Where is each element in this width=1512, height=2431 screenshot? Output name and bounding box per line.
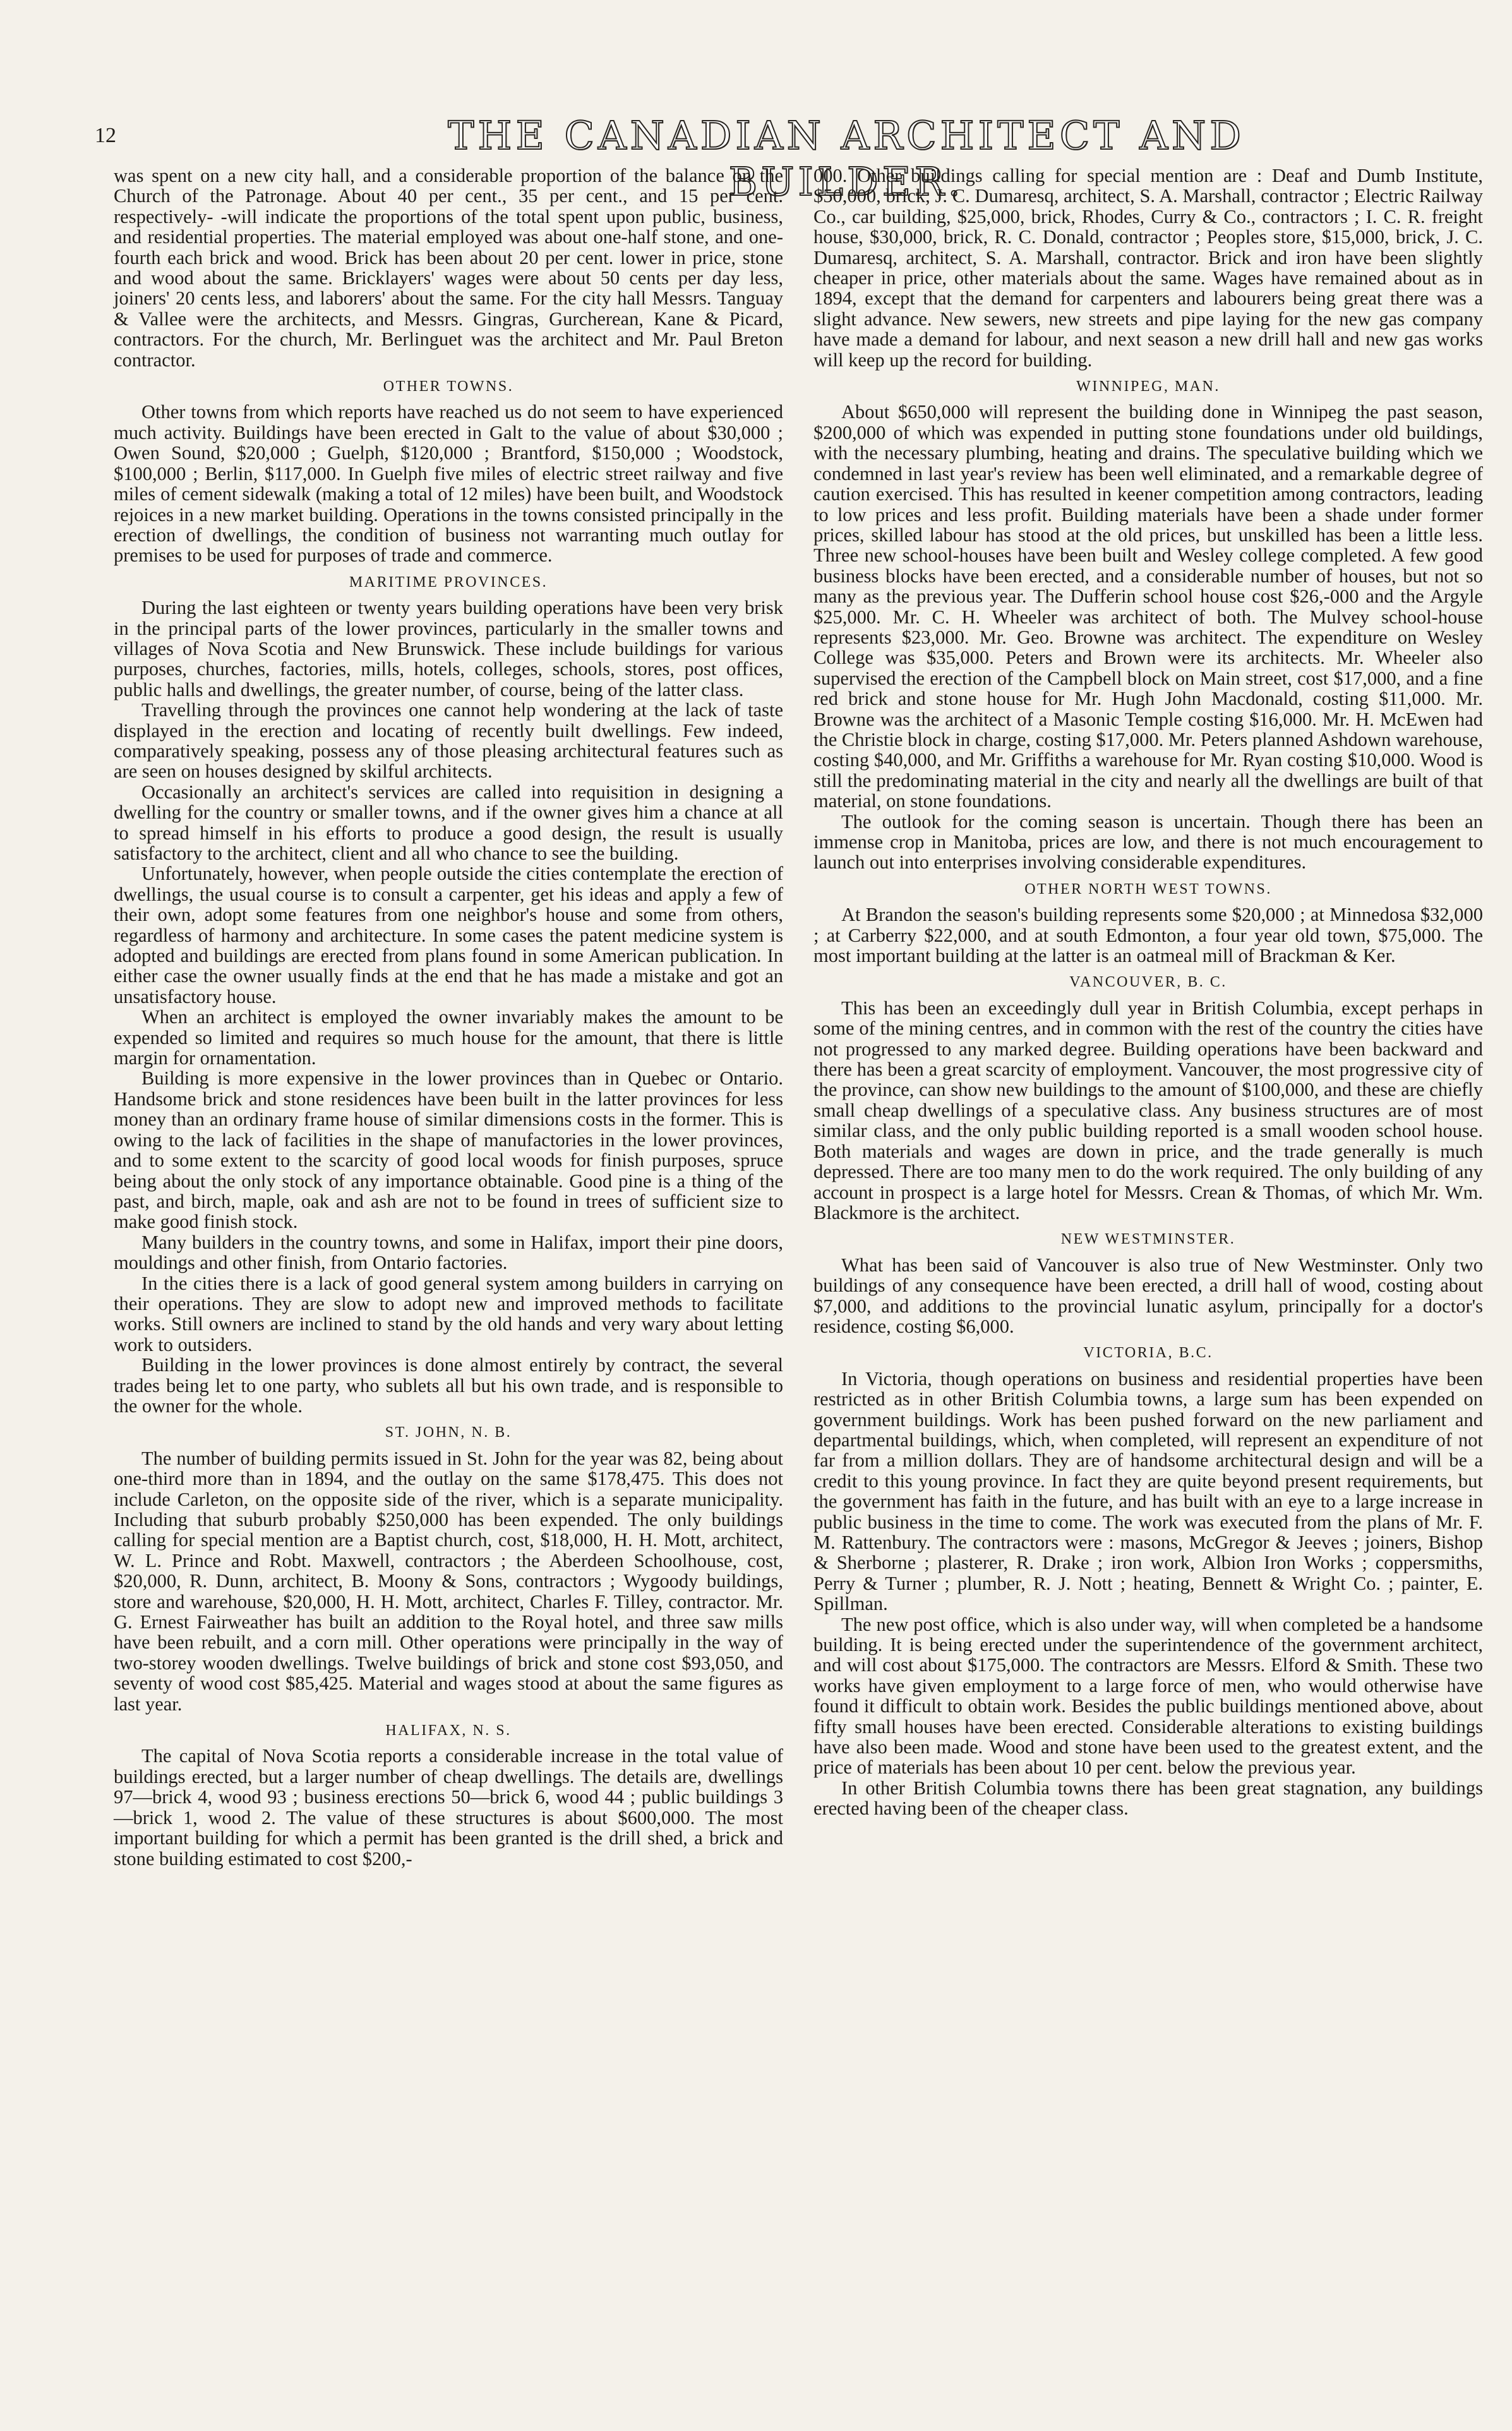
paragraph: The outlook for the coming season is uncertain. Though there has been an immense crop in Manitoba, prices are low, and there is not much encouragement to launch out into enterprises involving considerable expenditures. [813, 810, 1483, 873]
section-heading: OTHER NORTH WEST TOWNS. [1024, 880, 1272, 897]
section-heading: VANCOUVER, B. C. [1069, 974, 1227, 991]
paragraph: What has been said of Vancouver is also true of New Westminster. Only two buildings of any consequence have been erected, a drill hall of wood, costing about $7,000, and additions to the provincial lunatic asylum, principally for a doctor's residence, costing $6,000. [813, 1254, 1483, 1337]
paragraph: When an architect is employed the owner invariably makes the amount to be expended so limited and requires so much house for the amount, that there is little margin for ornamentation. [114, 1006, 783, 1069]
paragraph: Many builders in the country towns, and some in Halifax, import their pine doors, mouldings and other finish, from Ontario factories. [114, 1231, 783, 1274]
paragraph: Travelling through the provinces one cannot help wondering at the lack of taste displayed in the erection and locating of recently built dwellings. Few indeed, comparatively speaking, possess any of those pleasing architectural features such as are seen on houses designed by skilful architects. [114, 699, 783, 783]
section-heading: ST. JOHN, N. B. [385, 1424, 512, 1441]
paragraph: Occasionally an architect's services are called into requisition in designing a dwelling for the country or smaller towns, and if the owner gives him a chance at all to spread himself in his efforts to produce a good design, the result is usually satisfactory to the architect, client and all who chance to see the building. [114, 781, 783, 864]
section-heading: VICTORIA, B.C. [1083, 1345, 1213, 1362]
section-heading: HALIFAX, N. S. [385, 1722, 512, 1739]
page-header [88, 112, 1491, 205]
running-title: THE CANADIAN ARCHITECT AND BUILDER. [448, 112, 1245, 205]
paragraph: Unfortunately, however, when people outside the cities contemplate the erection of dwellings, the usual course is to consult a carpenter, get his ideas and apply a few of their own, adopt some features from one neighbor's house and some from others, regardless of harmony and architecture. In some cases the patent medicine system is adopted and buildings are erected from plans found in some American publication. In either case the owner usually finds at the end that he has made a mistake and got an unsatisfactory house. [114, 863, 783, 1007]
paragraph: At Brandon the season's building represents some $20,000 ; at Minnedosa $32,000 ; at Carberry $22,000, and at south Edmonton, a four year old town, $75,000. The most important building at the latter is an oatmeal mill of Brackman & Ker. [813, 904, 1483, 967]
paragraph: This has been an exceedingly dull year in British Columbia, except perhaps in some of the mining centres, and in common with the rest of the country the cities have not progressed to any marked degree. Building operations have been backward and there has been a great scarcity of employment. Vancouver, the most progressive city of the province, can show new buildings to the amount of $100,000, and these are chiefly small cheap dwellings of a speculative class. Any business structures are of most similar class, and the only public building reported is a small wooden school house. Both materials and wages are down in price, and the trade generally is much depressed. There are too many men to do the work required. The only building of any account in prospect is a large hotel for Messrs. Crean & Thomas, of which Mr. Wm. Blackmore is the architect. [813, 997, 1483, 1223]
section-heading: OTHER TOWNS. [383, 378, 514, 395]
paragraph: 000. Other buildings calling for special mention are : Deaf and Dumb Institute, $50,000, brick, J. C. Dumaresq, architect, S. A. Marshall, contractor ; Electric Railway Co., car building, $25,000, brick, Rhodes, Curry & Co., contractors ; I. C. R. freight house, $30,000, brick, R. C. Donald, contractor ; Peoples store, $15,000, brick, J. C. Dumaresq, architect, S. A. Marshall, contractor. Brick and iron have been slightly cheaper in price, other materials about the same. Wages have remained about as in 1894, except that the demand for carpenters and labourers being great there was a slight advance. New sewers, new streets and pipe laying for the new gas company have made a demand for labour, and next season a new drill hall and new gas works will keep up the record for building. [813, 165, 1483, 371]
paragraph: Building in the lower provinces is done almost entirely by contract, the several trades being let to one party, who sublets all but his own trade, and is responsible to the owner for the whole. [114, 1354, 783, 1417]
paragraph: The capital of Nova Scotia reports a considerable increase in the total value of buildings erected, but a larger number of cheap dwellings. The details are, dwellings 97—brick 4, wood 93 ; business erections 50—brick 6, wood 44 ; public buildings 3—brick 1, wood 2. The value of these structures is about $600,000. The most important building for which a permit has been granted is the drill shed, a brick and stone building estimated to cost $200,- [114, 1745, 783, 1870]
paragraph: During the last eighteen or twenty years building operations have been very brisk in the principal parts of the lower provinces, particularly in the smaller towns and villages of Nova Scotia and New Brunswick. These include buildings for various purposes, churches, factories, mills, hotels, colleges, schools, stores, post offices, public halls and dwellings, the greater number, of course, being of the latter class. [114, 597, 783, 700]
paragraph: About $650,000 will represent the building done in Winnipeg the past season, $200,000 of which was expended in putting stone foundations under old buildings, with the necessary plumbing, heating and drains. The speculative building which we condemned in last year's review has been well eliminated, and a remarkable degree of caution exercised. This has resulted in keener competition among contractors, leading to low prices and less profit. Building materials have been a shade under former prices, skilled labour has stood at the old prices, but unskilled has been a little less. Three new school-houses have been built and Wesley college completed. A few good business blocks have been erected, and a considerable number of houses, but not so many as the previous year. The Dufferin school house cost $26,-000 and the Argyle $25,000. Mr. C. H. Wheeler was architect of both. The Mulvey school-house represents $23,000. Mr. Geo. Browne was architect. The expenditure on Wesley College was $35,000. Peters and Brown were its architects. Mr. Wheeler also supervised the erection of the Campbell block on Main street, cost $17,000, and a fine red brick and stone house for Mr. Hugh John Macdonald, costing $11,000. Mr. Browne was the architect of a Masonic Temple costing $16,000. Mr. H. McEwen had the Christie block in charge, costing $17,000. Mr. Peters planned Ashdown warehouse, costing $40,000, and Mr. Griffiths a warehouse for Mr. Ryan costing $10,000. Wood is still the predominating material in the city and nearly all the dwellings are built of that material, on stone foundations. [813, 401, 1483, 812]
paragraph: was spent on a new city hall, and a considerable proportion of the balance on the Church of the Patronage. About 40 per cent., 35 per cent., and 15 per cent. respectively- -will indicate the proportions of the total spent upon public, business, and residential properties. The material employed was about one-half stone, and one-fourth each brick and wood. Brick has been about 20 per cent. lower in price, stone and wood about the same. Bricklayers' wages were about 50 cents per day less, joiners' 20 cents less, and laborers' about the same. For the city hall Messrs. Tanguay & Vallee were the architects, and Messrs. Gingras, Gurcherean, Kane & Picard, contractors. For the church, Mr. Berlinguet was the architect and Mr. Paul Breton contractor. [114, 165, 783, 371]
paragraph: Building is more expensive in the lower provinces than in Quebec or Ontario. Handsome brick and stone residences have been built in the latter provinces for less money than an ordinary frame house of similar dimensions costs in the former. This is owing to the lack of facilities in the shape of manufactories in the lower provinces, and to some extent to the scarcity of good local woods for finish purposes, spruce being about the only stock of any importance obtainable. Good pine is a thing of the past, and birch, maple, oak and ash are not to be found in trees of sufficient size to make good finish stock. [114, 1067, 783, 1233]
right-column [813, 165, 1483, 1819]
left-column [114, 165, 783, 1869]
section-heading: MARITIME PROVINCES. [349, 573, 548, 591]
paragraph: The new post office, which is also under way, will when completed be a handsome building. It is being erected under the superintendence of the government architect, and will cost about $175,000. The contractors are Messrs. Elford & Smith. These two works have given employment to a large force of men, who would otherwise have found it difficult to obtain work. Besides the public buildings mentioned above, about fifty small houses have been erected. Considerable alterations to existing buildings have also been made. Wood and stone have been used to the greatest extent, and the price of materials has been about 10 per cent. below the previous year. [813, 1613, 1483, 1779]
section-heading: NEW WESTMINSTER. [1060, 1231, 1236, 1248]
page-number: 12 [95, 124, 116, 147]
paragraph: The number of building permits issued in St. John for the year was 82, being about one-third more than in 1894, and the outlay on the same $178,475. This does not include Carleton, on the opposite side of the river, which is a separate municipality. Including that suburb probably $250,000 has been expended. The only buildings calling for special mention are a Baptist church, cost, $18,000, H. H. Mott, architect, W. L. Prince and Robt. Maxwell, contractors ; the Aberdeen Schoolhouse, cost, $20,000, R. Dunn, architect, B. Moony & Sons, contractors ; Wygoody buildings, store and warehouse, $20,000, H. H. Mott, architect, Charles F. Tilley, contractor. Mr. G. Ernest Fairweather has built an addition to the Royal hotel, and three saw mills have been rebuilt, and a corn mill. Other operations were principally in the way of two-storey wooden dwellings. Twelve buildings of brick and stone cost $93,050, and seventy of wood cost $85,425. Material and wages stood at about the same figures as last year. [114, 1447, 783, 1715]
section-heading: WINNIPEG, MAN. [1076, 378, 1220, 395]
paragraph: Other towns from which reports have reached us do not seem to have experienced much activity. Buildings have been erected in Galt to the value of about $30,000 ; Owen Sound, $20,000 ; Guelph, $120,000 ; Brantford, $150,000 ; Woodstock, $100,000 ; Berlin, $117,000. In Guelph five miles of electric street railway and five miles of cement sidewalk (making a total of 12 miles) have been built, and Woodstock rejoices in a new market building. Operations in the towns consisted principally in the erection of dwellings, the condition of business not warranting much outlay for premises to be used for purposes of trade and commerce. [114, 401, 783, 567]
paragraph: In other British Columbia towns there has been great stagnation, any buildings erected having been of the cheaper class. [813, 1777, 1483, 1820]
paragraph: In the cities there is a lack of good general system among builders in carrying on their operations. They are slow to adopt new and improved methods to facilitate works. Still owners are inclined to stand by the old hands and very wary about letting work to outsiders. [114, 1272, 783, 1355]
paragraph: In Victoria, though operations on business and residential properties have been restricted as in other British Columbia towns, a large sum has been expended on government buildings. Work has been pushed forward on the new parliament and departmental buildings, which, when completed, will represent an expenditure of not far from a million dollars. They are of handsome architectural design and will be a credit to this young province. In fact they are quite beyond present requirements, but the government has faith in the future, and has built with an eye to a large increase in public business in the time to come. The work was executed from the plans of Mr. F. M. Rattenbury. The contractors were : masons, McGregor & Jeeves ; joiners, Bishop & Sherborne ; plasterer, R. Drake ; iron work, Albion Iron Works ; coppersmiths, Perry & Turner ; plumber, R. J. Nott ; heating, Bennett & Wright Co. ; painter, E. Spillman. [813, 1367, 1483, 1615]
